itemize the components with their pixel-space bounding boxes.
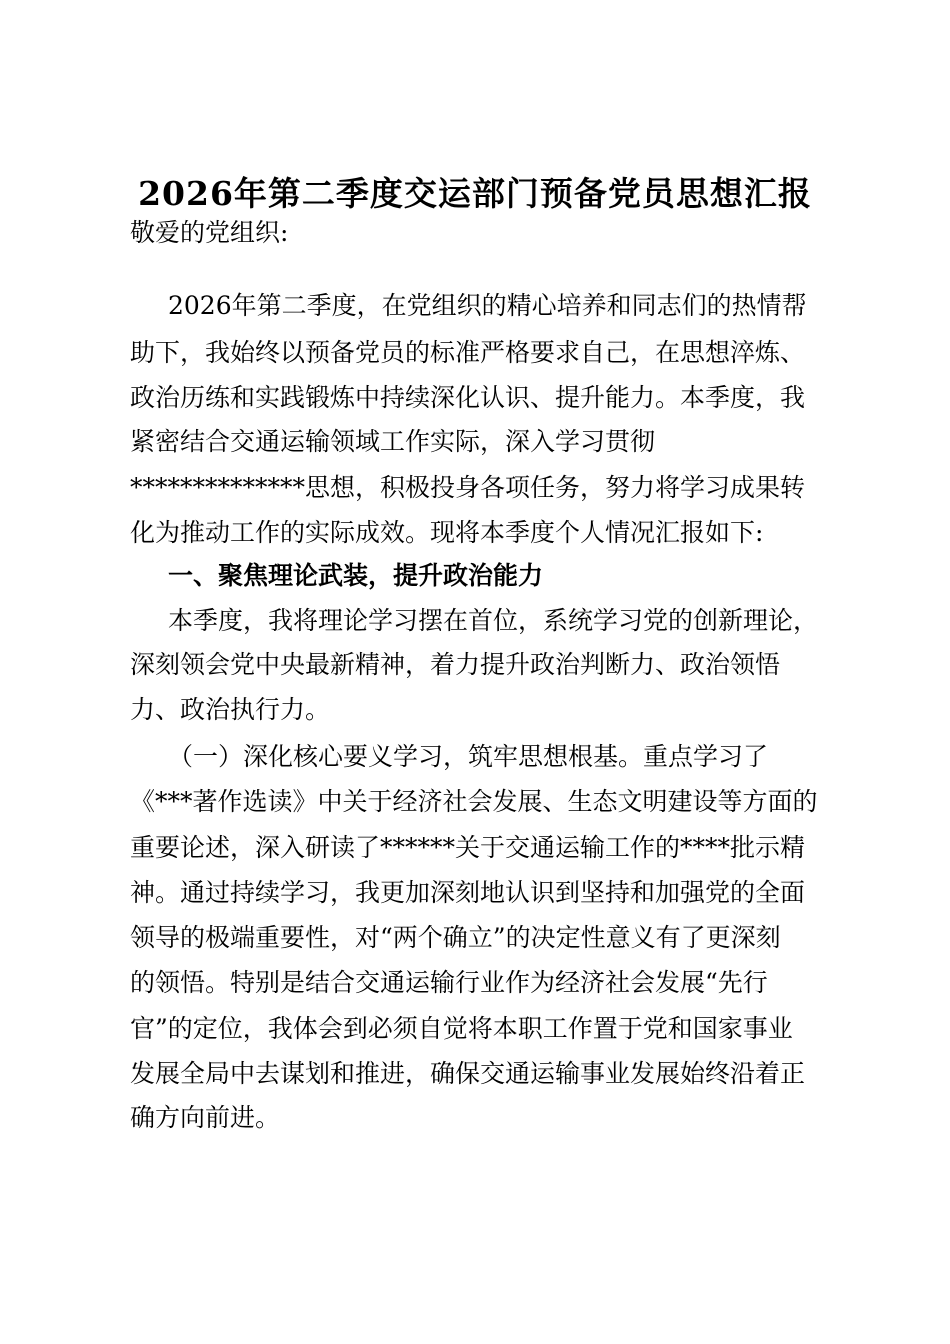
salutation: 敬爱的党组织: [130,218,289,247]
subsection-line: 确方向前进。 [130,1103,281,1132]
section-heading: 一、聚焦理论武装，提升政治能力 [168,561,544,590]
subsection-line: 发展全局中去谋划和推进，确保交通运输事业发展始终沿着正 [130,1059,806,1088]
subsection-line: 《***著作选读》中关于经济社会发展、生态文明建设等方面的 [130,787,818,816]
subsection-line: 的领悟。特别是结合交通运输行业作为经济社会发展“先行 [130,968,768,997]
intro-line: 化为推动工作的实际成效。现将本季度个人情况汇报如下: [130,518,764,547]
intro-line: **************思想，积极投身各项任务，努力将学习成果转 [130,473,806,502]
section-line: 本季度，我将理论学习摆在首位，系统学习党的创新理论， [168,606,819,635]
section-line: 力、政治执行力。 [130,695,331,724]
subsection-line: 重要论述，深入研读了******关于交通运输工作的****批示精 [130,833,806,862]
subsection-line: 神。通过持续学习，我更加深刻地认识到坚持和加强党的全面 [130,878,806,907]
subsection-line: 官”的定位，我体会到必须自觉将本职工作置于党和国家事业 [130,1014,793,1043]
intro-line: 紧密结合交通运输领域工作实际，深入学习贯彻 [130,427,656,456]
document-title: 2026年第二季度交运部门预备党员思想汇报 [138,174,812,213]
section-line: 深刻领会党中央最新精神，着力提升政治判断力、政治领悟 [130,650,781,679]
subsection-line: （一）深化核心要义学习，筑牢思想根基。重点学习了 [168,742,769,771]
subsection-line: 领导的极端重要性，对“两个确立”的决定性意义有了更深刻 [130,923,781,952]
intro-line: 政治历练和实践锻炼中持续深化认识、提升能力。本季度，我 [130,383,806,412]
intro-line: 2026年第二季度，在党组织的精心培养和同志们的热情帮 [168,291,807,320]
intro-line: 助下，我始终以预备党员的标准严格要求自己，在思想淬炼、 [130,338,806,367]
